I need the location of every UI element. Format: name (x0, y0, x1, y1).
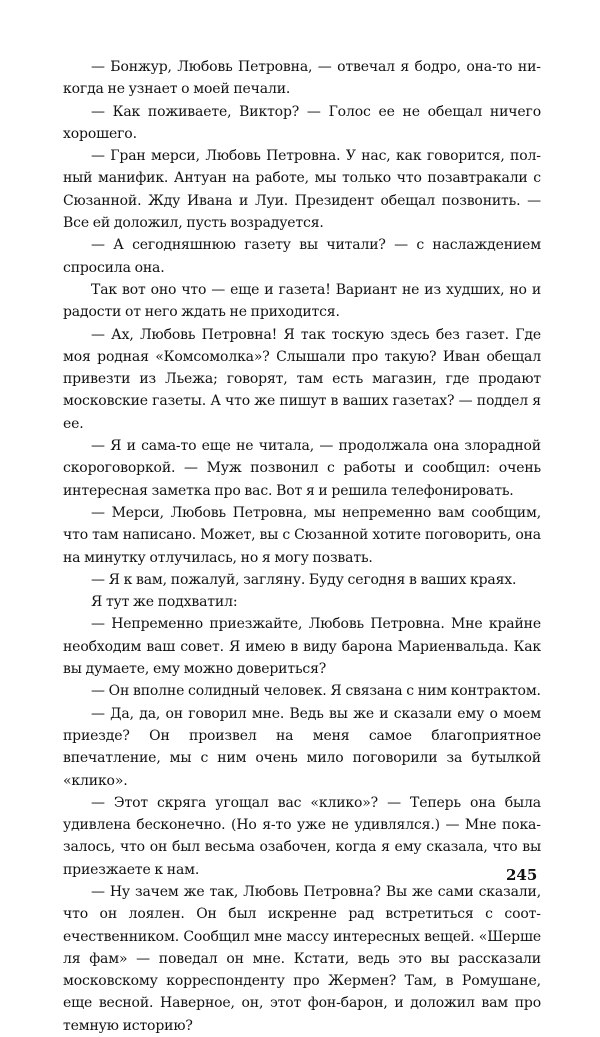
paragraph: Так вот оно что — еще и газета! Вариант не из худших, но и радости от него ждать не приходится. (63, 281, 541, 321)
paragraph: — Гран мерси, Любовь Петровна. У нас, как говорится, полный манифик. Антуан на работе, мы только что позавтракали с Сюзанной. Жду Ивана и Луи. Президент обещал позвонить. — Все ей доложил, пусть возрадуется. (63, 148, 541, 232)
paragraph: — Он вполне солидный человек. Я связана с ним контрактом. (91, 683, 541, 700)
paragraph: — Бонжур, Любовь Петровна, — отвечал я бодро, она-то никогда не узнает о моей печали. (63, 59, 541, 98)
paragraph: — Я к вам, пожалуй, загляну. Буду сегодня в ваших краях. (91, 571, 517, 588)
paragraph: — Как поживаете, Виктор? — Голос ее не обещал ничего хорошего. (63, 103, 541, 142)
paragraph: — Непременно приезжайте, Любовь Петровна. Мне крайне необходим ваш совет. Я имею в виду барона Мариенвальда. Как вы думаете, ему можно довериться? (63, 616, 541, 678)
paragraph: Я тут же подхватил: (91, 594, 238, 611)
paragraph: — Я и сама-то еще не читала, — продолжала она злорадной скороговоркой. — Муж позвонил с работы и сообщил: очень интересная заметка про вас. Вот я и решила телефонировать. (63, 438, 541, 499)
paragraph: — Ах, Любовь Петровна! Я так тоскую здесь без газет. Где моя родная «Комсомолка»? Слышали про такую? Иван обещал привезти из Льежа; говорят, там есть магазин, где продают московские газеты. А что же пишут в ваших газетах? — поддел я ее. (63, 326, 541, 432)
paragraph: — Ну зачем же так, Любовь Петровна? Вы же сами сказали, что он лоялен. Он был искренне рад встретиться с соотечественником. Сообщил мне массу интересных вещей. «Шерше ля фам» — поведал он мне. Кстати, ведь это вы рассказали московскому корреспонденту про Жермен? Там, в Ромушане, еще весной. Наверное, он, этот фон-барон, и доложил вам про темную историю? (63, 883, 541, 1034)
paragraph: — Да, да, он говорил мне. Ведь вы же и сказали ему о моем приезде? Он произвел на меня самое благоприятное впечатление, мы с ним очень мило поговорили за бутылкой «клико». (63, 705, 541, 789)
paragraph: — А сегодняшнюю газету вы читали? — с наслаждением спросила она. (63, 237, 541, 276)
book-page-text (63, 56, 541, 1037)
paragraph: — Этот скряга угощал вас «клико»? — Теперь она была удивлена бесконечно. (Но я-то уже не удивлялся.) — Мне показалось, что он был весьма озабочен, когда я ему сказала, что вы приезжаете к нам. (63, 794, 541, 878)
paragraph: — Мерси, Любовь Петровна, мы непременно вам сообщим, что там написано. Может, вы с Сюзанной хотите поговорить, она на минутку отлучилась, но я могу позвать. (63, 504, 541, 566)
page-number: 245 (506, 866, 538, 884)
